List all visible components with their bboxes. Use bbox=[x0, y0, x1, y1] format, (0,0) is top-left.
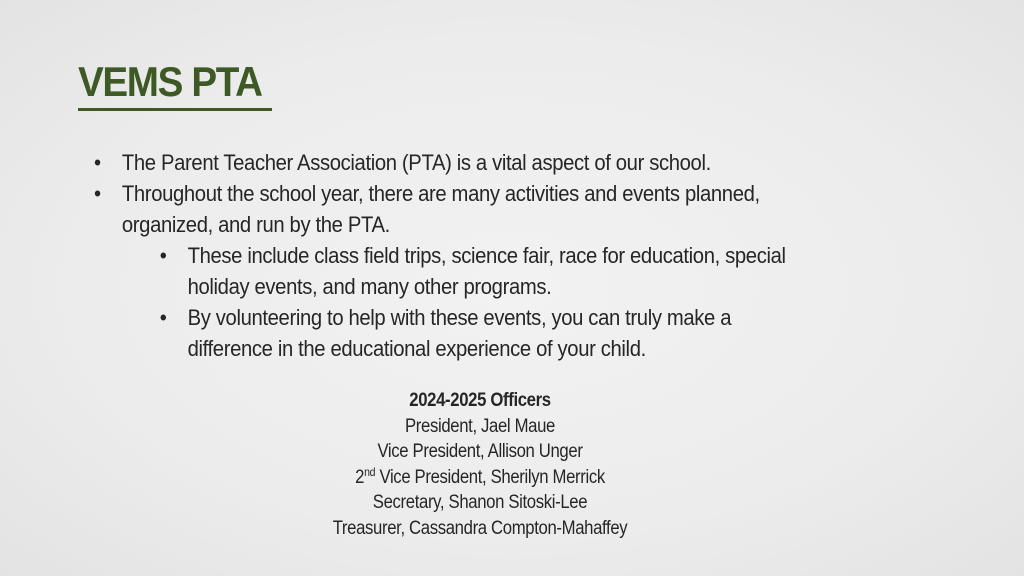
sub-bullet-item bbox=[160, 240, 814, 302]
officer-president: President, Jael Maue bbox=[404, 415, 556, 437]
bullet-dot-icon: • bbox=[159, 305, 167, 330]
officers-block bbox=[230, 388, 730, 542]
ordinal-number: 2 bbox=[355, 466, 365, 488]
sub-bullet-text: These include class field trips, science fair, race for education, special holiday events, and many other programs. bbox=[187, 243, 786, 299]
bullet-list bbox=[94, 147, 814, 364]
slide-title-block bbox=[78, 56, 278, 111]
officer-second-vice-president bbox=[260, 465, 700, 491]
officer-second-vp-text: Vice President, Sherilyn Merrick bbox=[375, 466, 605, 488]
bullet-dot-icon: • bbox=[159, 243, 167, 268]
officer-secretary: Secretary, Shanon Sitoski-Lee bbox=[372, 492, 588, 514]
officer-vice-president: Vice President, Allison Unger bbox=[377, 441, 583, 463]
officers-heading: 2024-2025 Officers bbox=[409, 390, 551, 411]
officer-treasurer: Treasurer, Cassandra Compton-Mahaffey bbox=[332, 517, 628, 539]
bullet-item bbox=[94, 147, 814, 178]
bullet-dot-icon: • bbox=[94, 181, 101, 206]
bullet-text: Throughout the school year, there are many activities and events planned, organized, and run by the PTA. bbox=[121, 181, 760, 237]
sub-bullet-text: By volunteering to help with these events, you can truly make a difference in the educational experience of your child. bbox=[187, 305, 732, 361]
bullet-text: The Parent Teacher Association (PTA) is a vital aspect of our school. bbox=[121, 150, 711, 175]
sub-bullet-item bbox=[160, 302, 814, 364]
ordinal-suffix: nd bbox=[364, 464, 376, 479]
bullet-item bbox=[94, 178, 814, 364]
slide-title: VEMS PTA bbox=[78, 58, 262, 105]
sub-bullet-list bbox=[122, 240, 814, 364]
bullet-dot-icon: • bbox=[94, 150, 101, 175]
title-underline bbox=[78, 108, 272, 111]
